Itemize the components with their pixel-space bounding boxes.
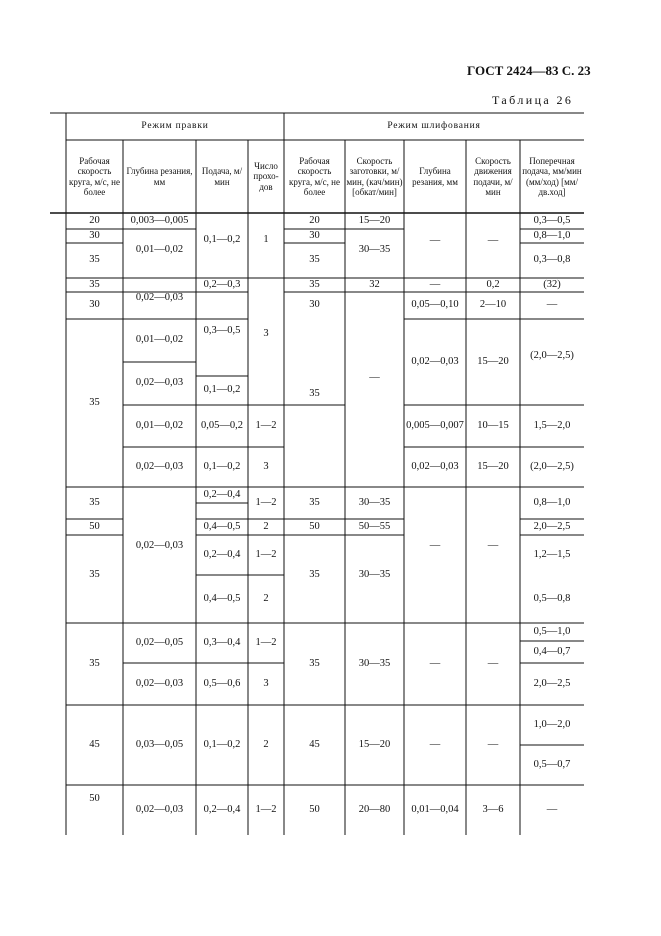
table-cell: 2 (263, 520, 269, 532)
table-cell: 35 (309, 657, 320, 669)
col-header-cross-feed: Поперечная подача, мм/мин (мм/ход) [мм/дв.ход] (522, 155, 582, 197)
table-cell: — (429, 738, 441, 750)
table-cell: 35 (89, 568, 100, 580)
table-cell: 0,03—0,05 (135, 738, 184, 750)
col-header-feed-speed: Скорость движения подачи, м/мин (473, 155, 513, 197)
table-cell: 3 (263, 327, 269, 339)
table-cell: 45 (309, 738, 320, 750)
table-cell: 0,01—0,02 (135, 419, 184, 431)
table-cell: 2,0—2,5 (533, 677, 571, 689)
table-cell: 2—10 (479, 299, 507, 311)
table-cell: — (429, 278, 441, 290)
table-cell: 35 (309, 387, 320, 399)
col-header-passes: Число прохо-дов (253, 160, 279, 192)
table-cell: 0,3—0,5 (203, 325, 241, 337)
table-cell: 0,2—0,4 (203, 803, 241, 815)
table-cell: 0,005—0,007 (406, 419, 464, 431)
table-cell: — (487, 539, 499, 551)
table-cell: 0,05—0,2 (201, 419, 243, 431)
table-cell: 1,0—2,0 (533, 718, 571, 730)
table-cell: 0,003—0,005 (130, 214, 189, 226)
table-cell: 35 (309, 254, 320, 266)
table-cell: 45 (89, 738, 100, 750)
col-header-wheel-speed: Рабочая скорость круга, м/с, не более (69, 155, 120, 197)
table-cell: 3 (263, 460, 269, 472)
table-cell: 3—6 (482, 803, 504, 815)
table-cell: 20 (89, 214, 100, 226)
table-cell: 0,02—0,03 (411, 355, 459, 367)
table-cell: 1—2 (255, 548, 277, 560)
table-cell: 50—55 (358, 520, 391, 532)
table-cell: 2 (263, 592, 269, 604)
table-cell: 0,2—0,4 (203, 488, 241, 500)
table-cell: 35 (309, 496, 320, 508)
table-cell: — (429, 657, 441, 669)
table-cell: 0,02—0,03 (135, 677, 184, 689)
table-cell: (2,0—2,5) (530, 460, 574, 472)
table-cell: 20—80 (358, 803, 391, 815)
table-caption: Таблица 26 (492, 93, 574, 107)
table-cell: 0,5—0,8 (533, 592, 571, 604)
table-cell: 0,5—0,7 (533, 758, 571, 770)
table-cell: 0,02—0,03 (411, 460, 459, 472)
table-cell: 0,4—0,5 (203, 592, 241, 604)
table-cell: 30 (89, 229, 100, 241)
table-cell: — (546, 803, 558, 815)
table-cell: 30—35 (358, 244, 391, 256)
table-cell: — (369, 371, 380, 383)
table-cell: 0,1—0,2 (203, 384, 241, 396)
table-cell: 0,2—0,3 (203, 278, 241, 290)
table-cell: 0,3—0,8 (533, 254, 571, 266)
table-cell: 30—35 (358, 568, 391, 580)
table-cell: 0,01—0,02 (135, 244, 184, 256)
table-cell: — (487, 738, 499, 750)
table-cell: 50 (309, 520, 320, 532)
table-cell: 0,02—0,05 (135, 636, 184, 648)
table-cell: — (429, 539, 441, 551)
col-header-grind-depth: Глубина резания, мм (412, 166, 458, 187)
table-cell: 30 (309, 229, 320, 241)
table-cell: 0,02—0,03 (135, 803, 184, 815)
table-cell: 0,3—0,4 (203, 636, 241, 648)
table-cell: 35 (89, 278, 100, 290)
table-cell: 32 (369, 278, 380, 290)
table-cell: 0,2 (486, 278, 500, 290)
table-cell: 0,4—0,5 (203, 520, 241, 532)
table-cell: 1,5—2,0 (533, 419, 571, 431)
table-cell: — (487, 657, 499, 669)
table-cell: 0,01—0,04 (411, 803, 459, 815)
table-cell: 0,8—1,0 (533, 496, 571, 508)
table-cell: (32) (543, 278, 561, 290)
table-cell: 0,1—0,2 (203, 460, 241, 472)
col-header-workpiece-speed: Скорость заготовки, м/мин, (кач/мин) [обкат/мин] (346, 155, 403, 197)
table-cell: (2,0—2,5) (530, 349, 574, 361)
col-header-feed: Подача, м/мин (201, 166, 243, 187)
table-cell: 0,01—0,02 (135, 334, 184, 346)
table-cell: 3 (263, 677, 269, 689)
table-cell: 1 (263, 234, 269, 246)
group-header-grinding: Режим шлифования (387, 121, 481, 132)
table-cell: 30—35 (358, 657, 391, 669)
table-cell: 0,05—0,10 (411, 299, 459, 311)
table-cell: 20 (309, 214, 320, 226)
table-cell: 15—20 (477, 460, 509, 472)
table-cell: 0,2—0,4 (203, 548, 241, 560)
table-cell: 0,5—0,6 (203, 677, 241, 689)
table-cell: 10—15 (477, 419, 509, 431)
table-cell: 1—2 (255, 636, 277, 648)
table-cell: 35 (89, 496, 100, 508)
table-cell: 0,3—0,5 (533, 214, 571, 226)
table-cell: 0,4—0,7 (533, 645, 571, 657)
table-cell: 50 (89, 520, 100, 532)
table-cell: 1—2 (255, 496, 277, 508)
table-cell: 35 (89, 657, 100, 669)
table-cell: 15—20 (358, 214, 391, 226)
table-cell: 30 (309, 299, 320, 311)
table-cell: 50 (309, 803, 320, 815)
table-cell: 15—20 (477, 355, 509, 367)
table-cell: — (487, 234, 499, 246)
table-cell: 0,02—0,03 (135, 377, 184, 389)
table-cell: 35 (309, 568, 320, 580)
table-cell: 35 (89, 396, 100, 408)
doc-header: ГОСТ 2424—83 С. 23 (467, 63, 591, 78)
table-cell: 35 (309, 278, 320, 290)
table-cell: 30—35 (358, 496, 391, 508)
table-cell: 0,1—0,2 (203, 738, 241, 750)
table-cell: — (546, 299, 558, 311)
table-cell: 50 (89, 792, 100, 804)
col-header-grind-wheel-speed: Рабочая скорость круга, м/с, не более (289, 155, 340, 197)
table-cell: 1,2—1,5 (533, 548, 571, 560)
table-cell: 0,02—0,03 (135, 292, 184, 304)
table-cell: 0,02—0,03 (135, 460, 184, 472)
table-cell: 1—2 (255, 419, 277, 431)
table-cell: 2,0—2,5 (533, 520, 571, 532)
table-cell: 0,8—1,0 (533, 229, 571, 241)
col-header-depth: Глубина резания, мм (126, 166, 193, 187)
table-cell: — (429, 234, 441, 246)
table-cell: 15—20 (358, 738, 391, 750)
table-cell: 35 (89, 254, 100, 266)
table-cell: 0,1—0,2 (203, 234, 241, 246)
table-cell: 30 (89, 299, 100, 311)
table-cell: 1—2 (255, 803, 277, 815)
group-header-dressing: Режим правки (141, 121, 209, 132)
table-cell: 0,02—0,03 (135, 539, 184, 551)
table-cell: 0,5—1,0 (533, 625, 571, 637)
table-cell: 2 (263, 738, 269, 750)
